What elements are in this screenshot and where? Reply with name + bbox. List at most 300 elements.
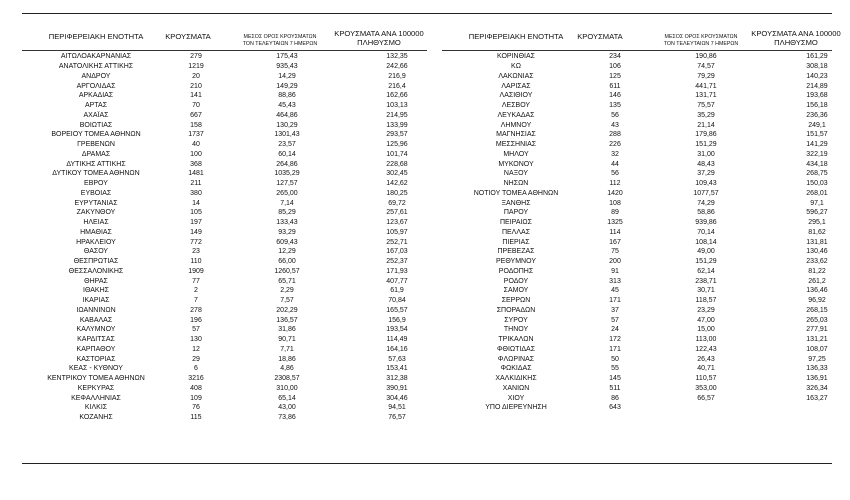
- avg-7day-cell: 1035,29: [274, 170, 300, 178]
- region-cell: ΝΑΞΟΥ: [503, 170, 529, 178]
- avg-7day-cell: 4,86: [280, 365, 294, 373]
- cases-cell: 408: [190, 384, 202, 392]
- region-cell: ΦΛΩΡΙΝΑΣ: [497, 355, 535, 363]
- cases-cell: 1481: [188, 170, 204, 178]
- table-row: [442, 384, 850, 394]
- per-100k-cell: 277,91: [806, 326, 828, 334]
- per-100k-cell: 236,36: [806, 111, 828, 119]
- table-row: [442, 374, 850, 384]
- region-cell: ΗΡΑΚΛΕΙΟΥ: [76, 238, 116, 246]
- table-row: [22, 364, 442, 374]
- table-row: [442, 179, 850, 189]
- avg-7day-cell: 31,86: [278, 326, 296, 334]
- avg-7day-cell: 23,29: [697, 306, 715, 314]
- cases-cell: 3216: [188, 375, 204, 383]
- table-row: [442, 247, 850, 257]
- avg-7day-cell: 310,00: [276, 384, 298, 392]
- per-100k-cell: 214,89: [806, 82, 828, 90]
- table-row: [22, 198, 442, 208]
- cases-cell: 141: [190, 92, 202, 100]
- region-cell: ΙΘΑΚΗΣ: [83, 287, 109, 295]
- table-row: [442, 189, 850, 199]
- region-cell: ΚΟΡΙΝΘΙΑΣ: [497, 53, 535, 61]
- region-cell: ΘΑΣΟΥ: [83, 248, 109, 256]
- avg-7day-cell: 15,00: [697, 326, 715, 334]
- per-100k-cell: 97,1: [810, 199, 824, 207]
- per-100k-cell: 156,9: [388, 316, 406, 324]
- avg-7day-cell: 118,57: [695, 297, 717, 305]
- table-row: [22, 72, 442, 82]
- per-100k-cell: 249,1: [808, 121, 826, 129]
- per-100k-cell: 193,68: [806, 92, 828, 100]
- per-100k-cell: 141,29: [806, 141, 828, 149]
- cases-cell: 197: [190, 219, 202, 227]
- region-cell: ΡΟΔΟΠΗΣ: [498, 267, 534, 275]
- per-100k-cell: 136,33: [806, 365, 828, 373]
- region-cell: ΝΟΤΙΟΥ ΤΟΜΕΑ ΑΘΗΝΩΝ: [473, 189, 559, 197]
- region-cell: ΚΙΛΚΙΣ: [84, 404, 108, 412]
- table-row: [22, 403, 442, 413]
- cases-cell: 196: [190, 316, 202, 324]
- table-row: [22, 91, 442, 101]
- per-100k-cell: 161,29: [806, 53, 828, 61]
- cases-cell: 7: [194, 297, 198, 305]
- cases-cell: 1737: [188, 131, 204, 139]
- region-cell: ΗΜΑΘΙΑΣ: [80, 228, 112, 236]
- table-row: [22, 276, 442, 286]
- cases-cell: 2: [194, 287, 198, 295]
- avg-7day-cell: 151,29: [695, 141, 717, 149]
- region-cell: ΚΕΦΑΛΛΗΝΙΑΣ: [71, 394, 121, 402]
- region-cell: ΠΕΙΡΑΙΩΣ: [500, 219, 532, 227]
- table-row: [442, 237, 850, 247]
- per-100k-cell: 163,27: [806, 394, 828, 402]
- per-100k-cell: 140,23: [806, 72, 828, 80]
- cases-cell: 40: [192, 141, 200, 149]
- table-row: [442, 150, 850, 160]
- cases-cell: 77: [192, 277, 200, 285]
- table-row: [442, 130, 850, 140]
- per-100k-cell: 257,61: [386, 209, 408, 217]
- table-row: [442, 286, 850, 296]
- region-cell: ΔΥΤΙΚΟΥ ΤΟΜΕΑ ΑΘΗΝΩΝ: [52, 170, 140, 178]
- region-cell: ΔΡΑΜΑΣ: [81, 150, 111, 158]
- per-100k-cell: 302,45: [386, 170, 408, 178]
- region-cell: ΛΑΡΙΣΑΣ: [501, 82, 531, 90]
- region-cell: ΓΡΕΒΕΝΩΝ: [77, 141, 115, 149]
- avg-7day-cell: 151,29: [695, 258, 717, 266]
- cases-cell: 75: [611, 248, 619, 256]
- cases-cell: 91: [611, 267, 619, 275]
- table-row: [442, 354, 850, 364]
- region-cell: ΑΧΑΪΑΣ: [83, 111, 109, 119]
- per-100k-cell: 214,95: [386, 111, 408, 119]
- cases-cell: 6: [194, 365, 198, 373]
- per-100k-cell: 103,13: [386, 102, 408, 110]
- cases-cell: 89: [611, 209, 619, 217]
- per-100k-cell: 265,03: [806, 316, 828, 324]
- cases-cell: 172: [609, 336, 621, 344]
- table-row: [442, 52, 850, 62]
- table-row: [22, 52, 442, 62]
- cases-cell: 109: [190, 394, 202, 402]
- cases-cell: 1219: [188, 63, 204, 71]
- region-cell: ΘΗΡΑΣ: [84, 277, 108, 285]
- table-row: [22, 150, 442, 160]
- cases-cell: 56: [611, 111, 619, 119]
- table-row: [442, 140, 850, 150]
- region-cell: ΠΡΕΒΕΖΑΣ: [497, 248, 535, 256]
- per-100k-cell: 136,91: [806, 375, 828, 383]
- per-100k-cell: 162,66: [386, 92, 408, 100]
- per-100k-cell: 167,03: [386, 248, 408, 256]
- cases-cell: 368: [190, 160, 202, 168]
- per-100k-cell: 295,1: [808, 219, 826, 227]
- table-row: [22, 159, 442, 169]
- cases-cell: 667: [190, 111, 202, 119]
- per-100k-cell: 76,57: [388, 414, 406, 422]
- cases-cell: 12: [192, 345, 200, 353]
- cases-cell: 145: [609, 375, 621, 383]
- avg-7day-cell: 127,57: [276, 180, 298, 188]
- region-cell: ΜΗΛΟΥ: [503, 150, 529, 158]
- header-per-line2: ΠΛΗΘΥΣΜΟ: [774, 37, 818, 47]
- avg-7day-cell: 48,43: [697, 160, 715, 168]
- header-region-right: ΠΕΡΙΦΕΡΕΙΑΚΗ ΕΝΟΤΗΤΑ: [468, 32, 564, 41]
- table-row: [442, 111, 850, 121]
- avg-7day-cell: 30,71: [697, 287, 715, 295]
- cases-cell: 511: [609, 384, 621, 392]
- table-row: [22, 315, 442, 325]
- per-100k-cell: 312,38: [386, 375, 408, 383]
- region-cell: ΒΟΡΕΙΟΥ ΤΟΜΕΑ ΑΘΗΝΩΝ: [51, 131, 141, 139]
- avg-7day-cell: 85,29: [278, 209, 296, 217]
- per-100k-cell: 114,49: [386, 336, 408, 344]
- region-cell: ΑΝΑΤΟΛΙΚΗΣ ΑΤΤΙΚΗΣ: [58, 63, 134, 71]
- table-row: [442, 62, 850, 72]
- region-cell: ΞΑΝΘΗΣ: [501, 199, 531, 207]
- table-row: [22, 130, 442, 140]
- avg-7day-cell: 1077,57: [693, 189, 719, 197]
- region-cell: ΧΙΟΥ: [507, 394, 525, 402]
- avg-7day-cell: 66,00: [278, 258, 296, 266]
- per-100k-cell: 407,77: [386, 277, 408, 285]
- table-row: [442, 81, 850, 91]
- avg-7day-cell: 26,43: [697, 355, 715, 363]
- cases-cell: 86: [611, 394, 619, 402]
- header-avg-line1: ΜΕΣΟΣ ΟΡΟΣ ΚΡΟΥΣΜΑΤΩΝ: [664, 34, 738, 40]
- region-cell: ΖΑΚΥΝΘΟΥ: [76, 209, 116, 217]
- table-row: [22, 179, 442, 189]
- cases-cell: 105: [190, 209, 202, 217]
- per-100k-cell: 69,72: [388, 199, 406, 207]
- table-row: [442, 296, 850, 306]
- header-avg-right: [657, 34, 745, 48]
- avg-7day-cell: 49,00: [697, 248, 715, 256]
- per-100k-cell: 304,46: [386, 394, 408, 402]
- header-per-left: [325, 30, 433, 47]
- cases-cell: 279: [190, 53, 202, 61]
- header-per-line1: ΚΡΟΥΣΜΑΤΑ ΑΝΑ 100000: [334, 29, 424, 38]
- avg-7day-cell: 2,29: [280, 287, 294, 295]
- per-100k-cell: 308,18: [806, 63, 828, 71]
- header-region-left: ΠΕΡΙΦΕΡΕΙΑΚΗ ΕΝΟΤΗΤΑ: [48, 32, 144, 41]
- region-cell: ΧΑΛΚΙΔΙΚΗΣ: [495, 375, 537, 383]
- region-cell: ΣΑΜΟΥ: [503, 287, 529, 295]
- table-row: [22, 247, 442, 257]
- cases-cell: 100: [190, 150, 202, 158]
- header-per-right: [742, 30, 850, 47]
- region-cell: ΥΠΟ ΔΙΕΡΕΥΝΗΣΗ: [485, 404, 547, 412]
- region-cell: ΚΑΡΠΑΘΟΥ: [76, 345, 116, 353]
- cases-cell: 210: [190, 82, 202, 90]
- region-cell: ΒΟΙΩΤΙΑΣ: [79, 121, 113, 129]
- cases-cell: 76: [192, 404, 200, 412]
- cases-cell: 14: [192, 199, 200, 207]
- avg-7day-cell: 238,71: [695, 277, 717, 285]
- cases-cell: 149: [190, 228, 202, 236]
- table-row: [442, 228, 850, 238]
- avg-7day-cell: 264,86: [276, 160, 298, 168]
- table-row: [442, 315, 850, 325]
- region-cell: ΚΕΡΚΥΡΑΣ: [77, 384, 115, 392]
- avg-7day-cell: 66,57: [697, 394, 715, 402]
- top-rule: [22, 13, 832, 14]
- region-cell: ΛΗΜΝΟΥ: [500, 121, 532, 129]
- per-100k-cell: 61,9: [390, 287, 404, 295]
- region-cell: ΑΙΤΩΛΟΑΚΑΡΝΑΝΙΑΣ: [60, 53, 132, 61]
- region-cell: ΛΑΚΩΝΙΑΣ: [498, 72, 534, 80]
- region-cell: ΕΥΒΟΙΑΣ: [80, 189, 112, 197]
- per-100k-cell: 133,99: [386, 121, 408, 129]
- avg-7day-cell: 353,00: [695, 384, 717, 392]
- cases-cell: 772: [190, 238, 202, 246]
- region-cell: ΠΙΕΡΙΑΣ: [502, 238, 530, 246]
- region-cell: ΜΑΓΝΗΣΙΑΣ: [496, 131, 536, 139]
- per-100k-cell: 96,92: [808, 297, 826, 305]
- cases-cell: 158: [190, 121, 202, 129]
- header-separator-left: [22, 50, 427, 51]
- avg-7day-cell: 31,00: [697, 150, 715, 158]
- cases-cell: 278: [190, 306, 202, 314]
- region-cell: ΘΕΣΠΡΩΤΙΑΣ: [73, 258, 119, 266]
- cases-cell: 167: [609, 238, 621, 246]
- avg-7day-cell: 40,71: [697, 365, 715, 373]
- per-100k-cell: 130,46: [806, 248, 828, 256]
- per-100k-cell: 268,01: [806, 189, 828, 197]
- region-cell: ΝΗΣΩΝ: [503, 180, 529, 188]
- avg-7day-cell: 88,86: [278, 92, 296, 100]
- table-row: [22, 296, 442, 306]
- avg-7day-cell: 265,00: [276, 189, 298, 197]
- per-100k-cell: 136,46: [806, 287, 828, 295]
- cases-cell: 135: [609, 102, 621, 110]
- header-cases-right: ΚΡΟΥΣΜΑΤΑ: [577, 32, 623, 41]
- cases-cell: 24: [611, 326, 619, 334]
- region-cell: ΚΑΣΤΟΡΙΑΣ: [76, 355, 116, 363]
- avg-7day-cell: 2308,57: [274, 375, 300, 383]
- avg-7day-cell: 18,86: [278, 355, 296, 363]
- per-100k-cell: 233,62: [806, 258, 828, 266]
- avg-7day-cell: 202,29: [276, 306, 298, 314]
- region-cell: ΙΚΑΡΙΑΣ: [82, 297, 110, 305]
- cases-cell: 50: [611, 355, 619, 363]
- per-100k-cell: 165,57: [386, 306, 408, 314]
- table-row: [442, 72, 850, 82]
- region-cell: ΕΥΡΥΤΑΝΙΑΣ: [74, 199, 118, 207]
- avg-7day-cell: 609,43: [276, 238, 298, 246]
- region-cell: ΠΕΛΛΑΣ: [501, 228, 531, 236]
- cases-cell: 57: [611, 316, 619, 324]
- avg-7day-cell: 74,57: [697, 63, 715, 71]
- avg-7day-cell: 37,29: [697, 170, 715, 178]
- cases-cell: 643: [609, 404, 621, 412]
- cases-cell: 55: [611, 365, 619, 373]
- per-100k-cell: 228,68: [386, 160, 408, 168]
- header-per-line1: ΚΡΟΥΣΜΑΤΑ ΑΝΑ 100000: [751, 29, 841, 38]
- cases-cell: 115: [190, 414, 202, 422]
- table-row: [442, 257, 850, 267]
- header-avg-line2: ΤΟΝ ΤΕΛΕΥΤΑΙΩΝ 7 ΗΜΕΡΩΝ: [242, 41, 318, 48]
- table-row: [22, 228, 442, 238]
- cases-cell: 211: [190, 180, 202, 188]
- cases-cell: 1420: [607, 189, 623, 197]
- table-row: [22, 81, 442, 91]
- region-cell: ΚΑΛΥΜΝΟΥ: [76, 326, 116, 334]
- region-cell: ΚΑΒΑΛΑΣ: [79, 316, 113, 324]
- per-100k-cell: 322,19: [806, 150, 828, 158]
- per-100k-cell: 153,41: [386, 365, 408, 373]
- table-row: [442, 325, 850, 335]
- avg-7day-cell: 23,57: [278, 141, 296, 149]
- right-table-body: [442, 52, 850, 413]
- avg-7day-cell: 939,86: [695, 219, 717, 227]
- table-row: [22, 257, 442, 267]
- cases-cell: 32: [611, 150, 619, 158]
- region-cell: ΡΕΘΥΜΝΟΥ: [495, 258, 536, 266]
- per-100k-cell: 131,81: [806, 238, 828, 246]
- cases-cell: 226: [609, 141, 621, 149]
- avg-7day-cell: 108,14: [695, 238, 717, 246]
- cases-cell: 70: [192, 102, 200, 110]
- avg-7day-cell: 35,29: [697, 111, 715, 119]
- cases-cell: 234: [609, 53, 621, 61]
- per-100k-cell: 268,75: [806, 170, 828, 178]
- avg-7day-cell: 70,14: [697, 228, 715, 236]
- region-cell: ΣΥΡΟΥ: [504, 316, 528, 324]
- region-cell: ΚΟΖΑΝΗΣ: [79, 414, 113, 422]
- region-cell: ΠΑΡΟΥ: [503, 209, 529, 217]
- avg-7day-cell: 60,14: [278, 150, 296, 158]
- region-cell: ΘΕΣΣΑΛΟΝΙΚΗΣ: [68, 267, 124, 275]
- table-row: [22, 345, 442, 355]
- table-row: [22, 413, 442, 423]
- table-row: [442, 345, 850, 355]
- avg-7day-cell: 93,29: [278, 228, 296, 236]
- avg-7day-cell: 149,29: [276, 82, 298, 90]
- header-avg-line1: ΜΕΣΟΣ ΟΡΟΣ ΚΡΟΥΣΜΑΤΩΝ: [243, 34, 317, 40]
- avg-7day-cell: 935,43: [276, 63, 298, 71]
- region-cell: ΣΠΟΡΑΔΩΝ: [496, 306, 536, 314]
- cases-cell: 611: [609, 82, 621, 90]
- avg-7day-cell: 7,14: [280, 199, 294, 207]
- table-row: [442, 276, 850, 286]
- avg-7day-cell: 136,57: [276, 316, 298, 324]
- avg-7day-cell: 464,86: [276, 111, 298, 119]
- cases-cell: 313: [609, 277, 621, 285]
- avg-7day-cell: 73,86: [278, 414, 296, 422]
- cases-cell: 130: [190, 336, 202, 344]
- avg-7day-cell: 47,00: [697, 316, 715, 324]
- per-100k-cell: 390,91: [386, 384, 408, 392]
- region-cell: ΚΕΝΤΡΙΚΟΥ ΤΟΜΕΑ ΑΘΗΝΩΝ: [47, 375, 145, 383]
- cases-cell: 43: [611, 121, 619, 129]
- cases-cell: 23: [192, 248, 200, 256]
- avg-7day-cell: 109,43: [695, 180, 717, 188]
- avg-7day-cell: 79,29: [697, 72, 715, 80]
- region-cell: ΤΗΝΟΥ: [503, 326, 529, 334]
- table-row: [22, 335, 442, 345]
- avg-7day-cell: 110,57: [695, 375, 717, 383]
- region-cell: ΛΕΣΒΟΥ: [501, 102, 531, 110]
- table-row: [442, 208, 850, 218]
- per-100k-cell: 180,25: [386, 189, 408, 197]
- table-row: [442, 159, 850, 169]
- header-separator-right: [442, 50, 832, 51]
- cases-cell: 112: [609, 180, 621, 188]
- cases-cell: 125: [609, 72, 621, 80]
- cases-cell: 110: [190, 258, 202, 266]
- header-per-line2: ΠΛΗΘΥΣΜΟ: [357, 37, 401, 47]
- header-avg-line2: ΤΟΝ ΤΕΛΕΥΤΑΙΩΝ 7 ΗΜΕΡΩΝ: [663, 41, 739, 48]
- table-row: [442, 403, 850, 413]
- region-cell: ΑΡΚΑΔΙΑΣ: [78, 92, 114, 100]
- cases-cell: 56: [611, 170, 619, 178]
- avg-7day-cell: 131,71: [695, 92, 717, 100]
- avg-7day-cell: 62,14: [697, 267, 715, 275]
- region-cell: ΤΡΙΚΑΛΩΝ: [498, 336, 534, 344]
- cases-cell: 171: [609, 297, 621, 305]
- per-100k-cell: 261,2: [808, 277, 826, 285]
- per-100k-cell: 97,25: [808, 355, 826, 363]
- per-100k-cell: 151,57: [806, 131, 828, 139]
- per-100k-cell: 94,51: [388, 404, 406, 412]
- cases-cell: 200: [609, 258, 621, 266]
- region-cell: ΑΡΓΟΛΙΔΑΣ: [76, 82, 116, 90]
- per-100k-cell: 268,15: [806, 306, 828, 314]
- table-row: [22, 189, 442, 199]
- table-row: [22, 140, 442, 150]
- per-100k-cell: 252,37: [386, 258, 408, 266]
- avg-7day-cell: 7,71: [280, 345, 294, 353]
- per-100k-cell: 326,34: [806, 384, 828, 392]
- left-table-body: [22, 52, 442, 423]
- region-cell: ΜΥΚΟΝΟΥ: [498, 160, 534, 168]
- table-row: [22, 101, 442, 111]
- table-row: [442, 267, 850, 277]
- region-cell: ΗΛΕΙΑΣ: [83, 219, 109, 227]
- table-row: [442, 169, 850, 179]
- region-cell: ΑΡΤΑΣ: [84, 102, 108, 110]
- per-100k-cell: 293,57: [386, 131, 408, 139]
- region-cell: ΑΝΔΡΟΥ: [81, 72, 111, 80]
- avg-7day-cell: 43,00: [278, 404, 296, 412]
- avg-7day-cell: 21,14: [697, 121, 715, 129]
- table-row: [442, 101, 850, 111]
- per-100k-cell: 101,74: [386, 150, 408, 158]
- cases-cell: 44: [611, 160, 619, 168]
- table-row: [442, 218, 850, 228]
